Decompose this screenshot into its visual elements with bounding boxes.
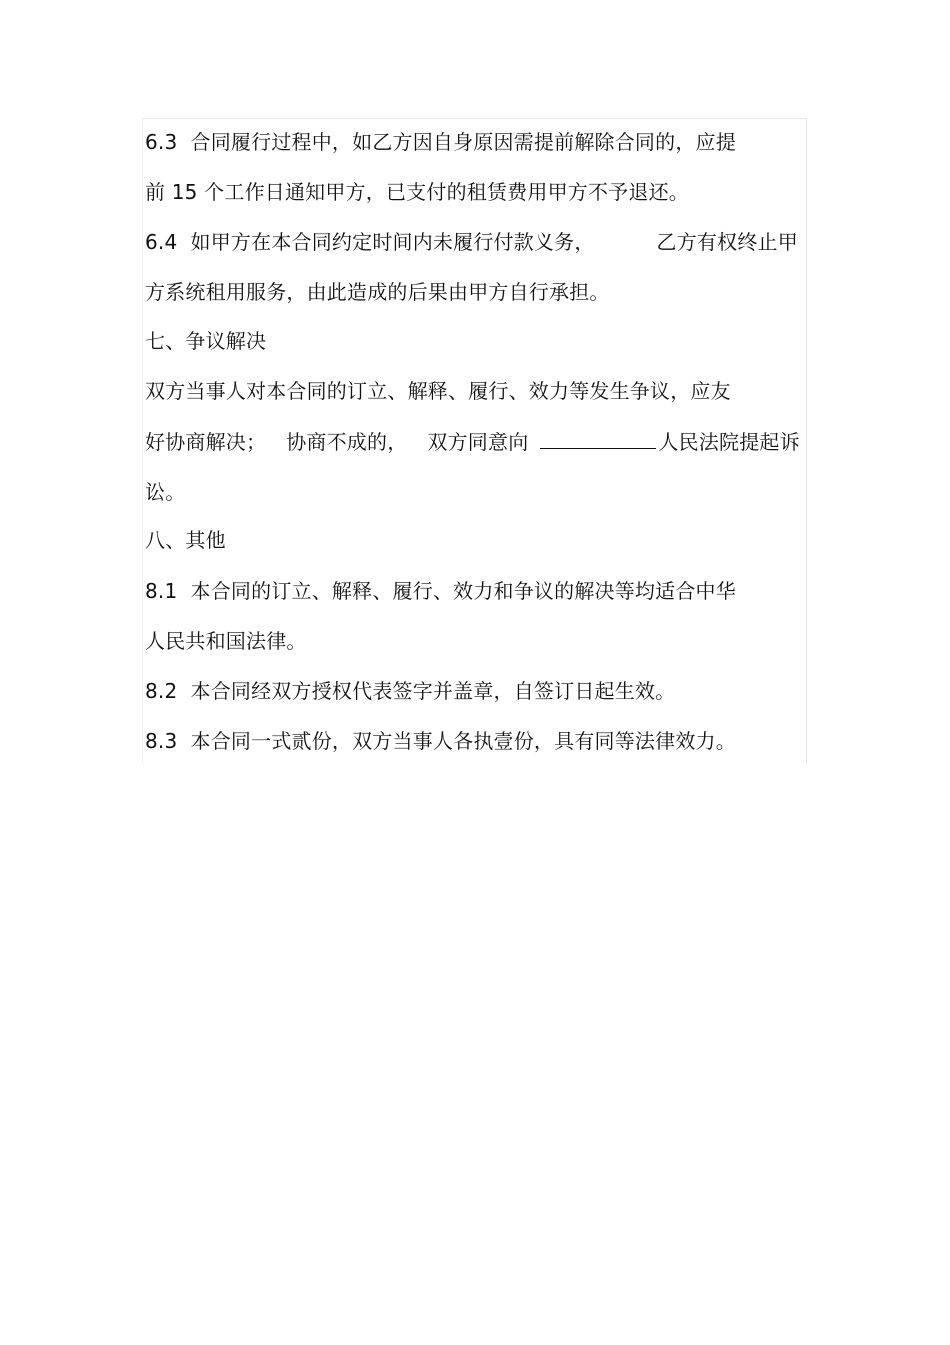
clause-8-1-line-2: 人民共和国法律。 bbox=[145, 629, 307, 653]
section-7-line-3: 讼。 bbox=[145, 480, 186, 504]
clause-8-2: 8.2 本合同经双方授权代表签字并盖章，自签订日起生效。 bbox=[145, 679, 676, 703]
section-7-line-1: 双方当事人对本合同的订立、解释、履行、效力等发生争议，应友 bbox=[145, 379, 731, 403]
section-8-title: 八、其他 bbox=[145, 528, 226, 552]
clause-6-4-line-1-part-b: 乙方有权终止甲 bbox=[656, 230, 798, 254]
clause-8-3: 8.3 本合同一式贰份，双方当事人各执壹份，具有同等法律效力。 bbox=[145, 729, 736, 753]
section-7-line-2-part-d: 人民法院提起诉 bbox=[658, 430, 800, 454]
court-name-blank bbox=[540, 430, 656, 449]
clause-8-1-line-1: 8.1 本合同的订立、解释、履行、效力和争议的解决等均适合中华 bbox=[145, 579, 736, 603]
clause-6-3-line-1: 6.3 合同履行过程中，如乙方因自身原因需提前解除合同的，应提 bbox=[145, 130, 736, 154]
clause-6-3-line-2: 前 15 个工作日通知甲方，已支付的租赁费用甲方不予退还。 bbox=[145, 180, 689, 204]
clause-6-4-line-1-part-a: 6.4 如甲方在本合同约定时间内未履行付款义务， bbox=[145, 230, 595, 254]
section-7-line-2-part-b: 协商不成的， bbox=[286, 430, 408, 454]
clause-6-4-line-1 bbox=[145, 229, 798, 255]
section-7-title: 七、争议解决 bbox=[145, 329, 267, 353]
section-7-line-2-part-a: 好协商解决； bbox=[145, 430, 267, 454]
clause-6-4-line-2: 方系统租用服务，由此造成的后果由甲方自行承担。 bbox=[145, 280, 610, 304]
section-7-line-2 bbox=[145, 429, 800, 455]
section-7-line-2-part-c: 双方同意向 bbox=[427, 430, 529, 454]
